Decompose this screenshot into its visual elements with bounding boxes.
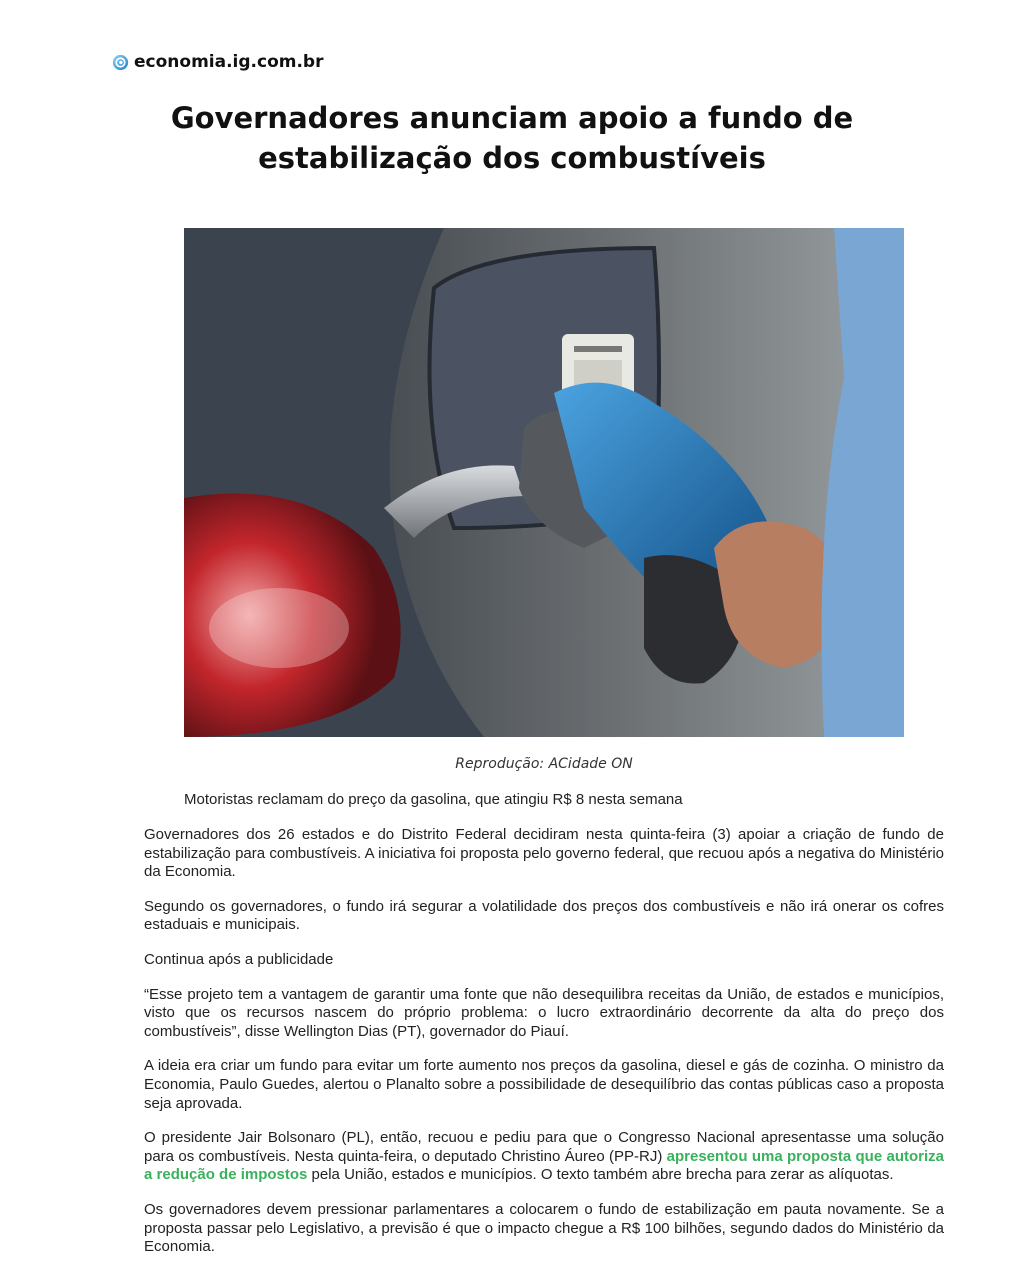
paragraph-6 bbox=[144, 1129, 944, 1185]
article-title: Governadores anunciam apoio a fundo de estabilização dos combustíveis bbox=[170, 101, 854, 175]
article-lead: Motoristas reclamam do preço da gasolina, que atingiu R$ 8 nesta semana bbox=[184, 791, 683, 808]
paragraph-5: A ideia era criar um fundo para evitar um forte aumento nos preços da gasolina, diesel e gás de cozinha. O ministro da Economia, Paulo Guedes, alertou o Planalto sobre a possibilidade de desequilíbrio das contas públicas caso a proposta seja aprovada. bbox=[144, 1057, 944, 1112]
paragraph-2: Segundo os governadores, o fundo irá segurar a volatilidade dos preços dos combustíveis e não irá onerar os cofres estaduais e municipais. bbox=[144, 897, 944, 934]
site-domain[interactable]: economia.ig.com.br bbox=[134, 52, 324, 72]
fuel-pump-photo bbox=[184, 228, 904, 737]
tax-reduction-proposal-link[interactable]: apresentou uma proposta que autoriza a redução de impostos bbox=[144, 1147, 944, 1184]
paragraph-7: Os governadores devem pressionar parlamentares a colocarem o fundo de estabilização em pauta novamente. Se a proposta passar pelo Legislativo, a previsão é que o impacto chegue a R$ 100 bilhões, segundo dados do Ministério da Economia. bbox=[144, 1200, 944, 1256]
article-body bbox=[144, 826, 944, 1273]
ig-logo-icon bbox=[112, 54, 129, 71]
paragraph-1: Governadores dos 26 estados e do Distrito Federal decidiram nesta quinta-feira (3) apoiar a criação de fundo de estabilização para combustíveis. A iniciativa foi proposta pelo governo federal, que recuou após a negativa do Ministério da Economia. bbox=[144, 826, 944, 881]
paragraph-6-text-start: O presidente Jair Bolsonaro (PL), então, recuou e pediu para que o Congresso Nacional apresentasse uma solução para os combustíveis. Nesta quinta-feira, o deputado Christino Áureo (PP-RJ) bbox=[144, 1129, 944, 1165]
image-caption: Reprodução: ACidade ON bbox=[455, 756, 633, 772]
paragraph-quote: “Esse projeto tem a vantagem de garantir uma fonte que não desequilibra receitas da União, de estados e municípios, visto que os recursos nascem do próprio problema: o lucro extraordinário decorrente da alta do preço dos combustíveis”, disse Wellington Dias (PT), governador do Piauí. bbox=[144, 985, 944, 1040]
article-photo bbox=[184, 228, 904, 737]
ad-notice: Continua após a publicidade bbox=[144, 950, 334, 968]
paragraph-6-text-end: pela União, estados e municípios. O texto também abre brecha para zerar as alíquotas. bbox=[307, 1166, 894, 1184]
site-header bbox=[112, 52, 323, 72]
